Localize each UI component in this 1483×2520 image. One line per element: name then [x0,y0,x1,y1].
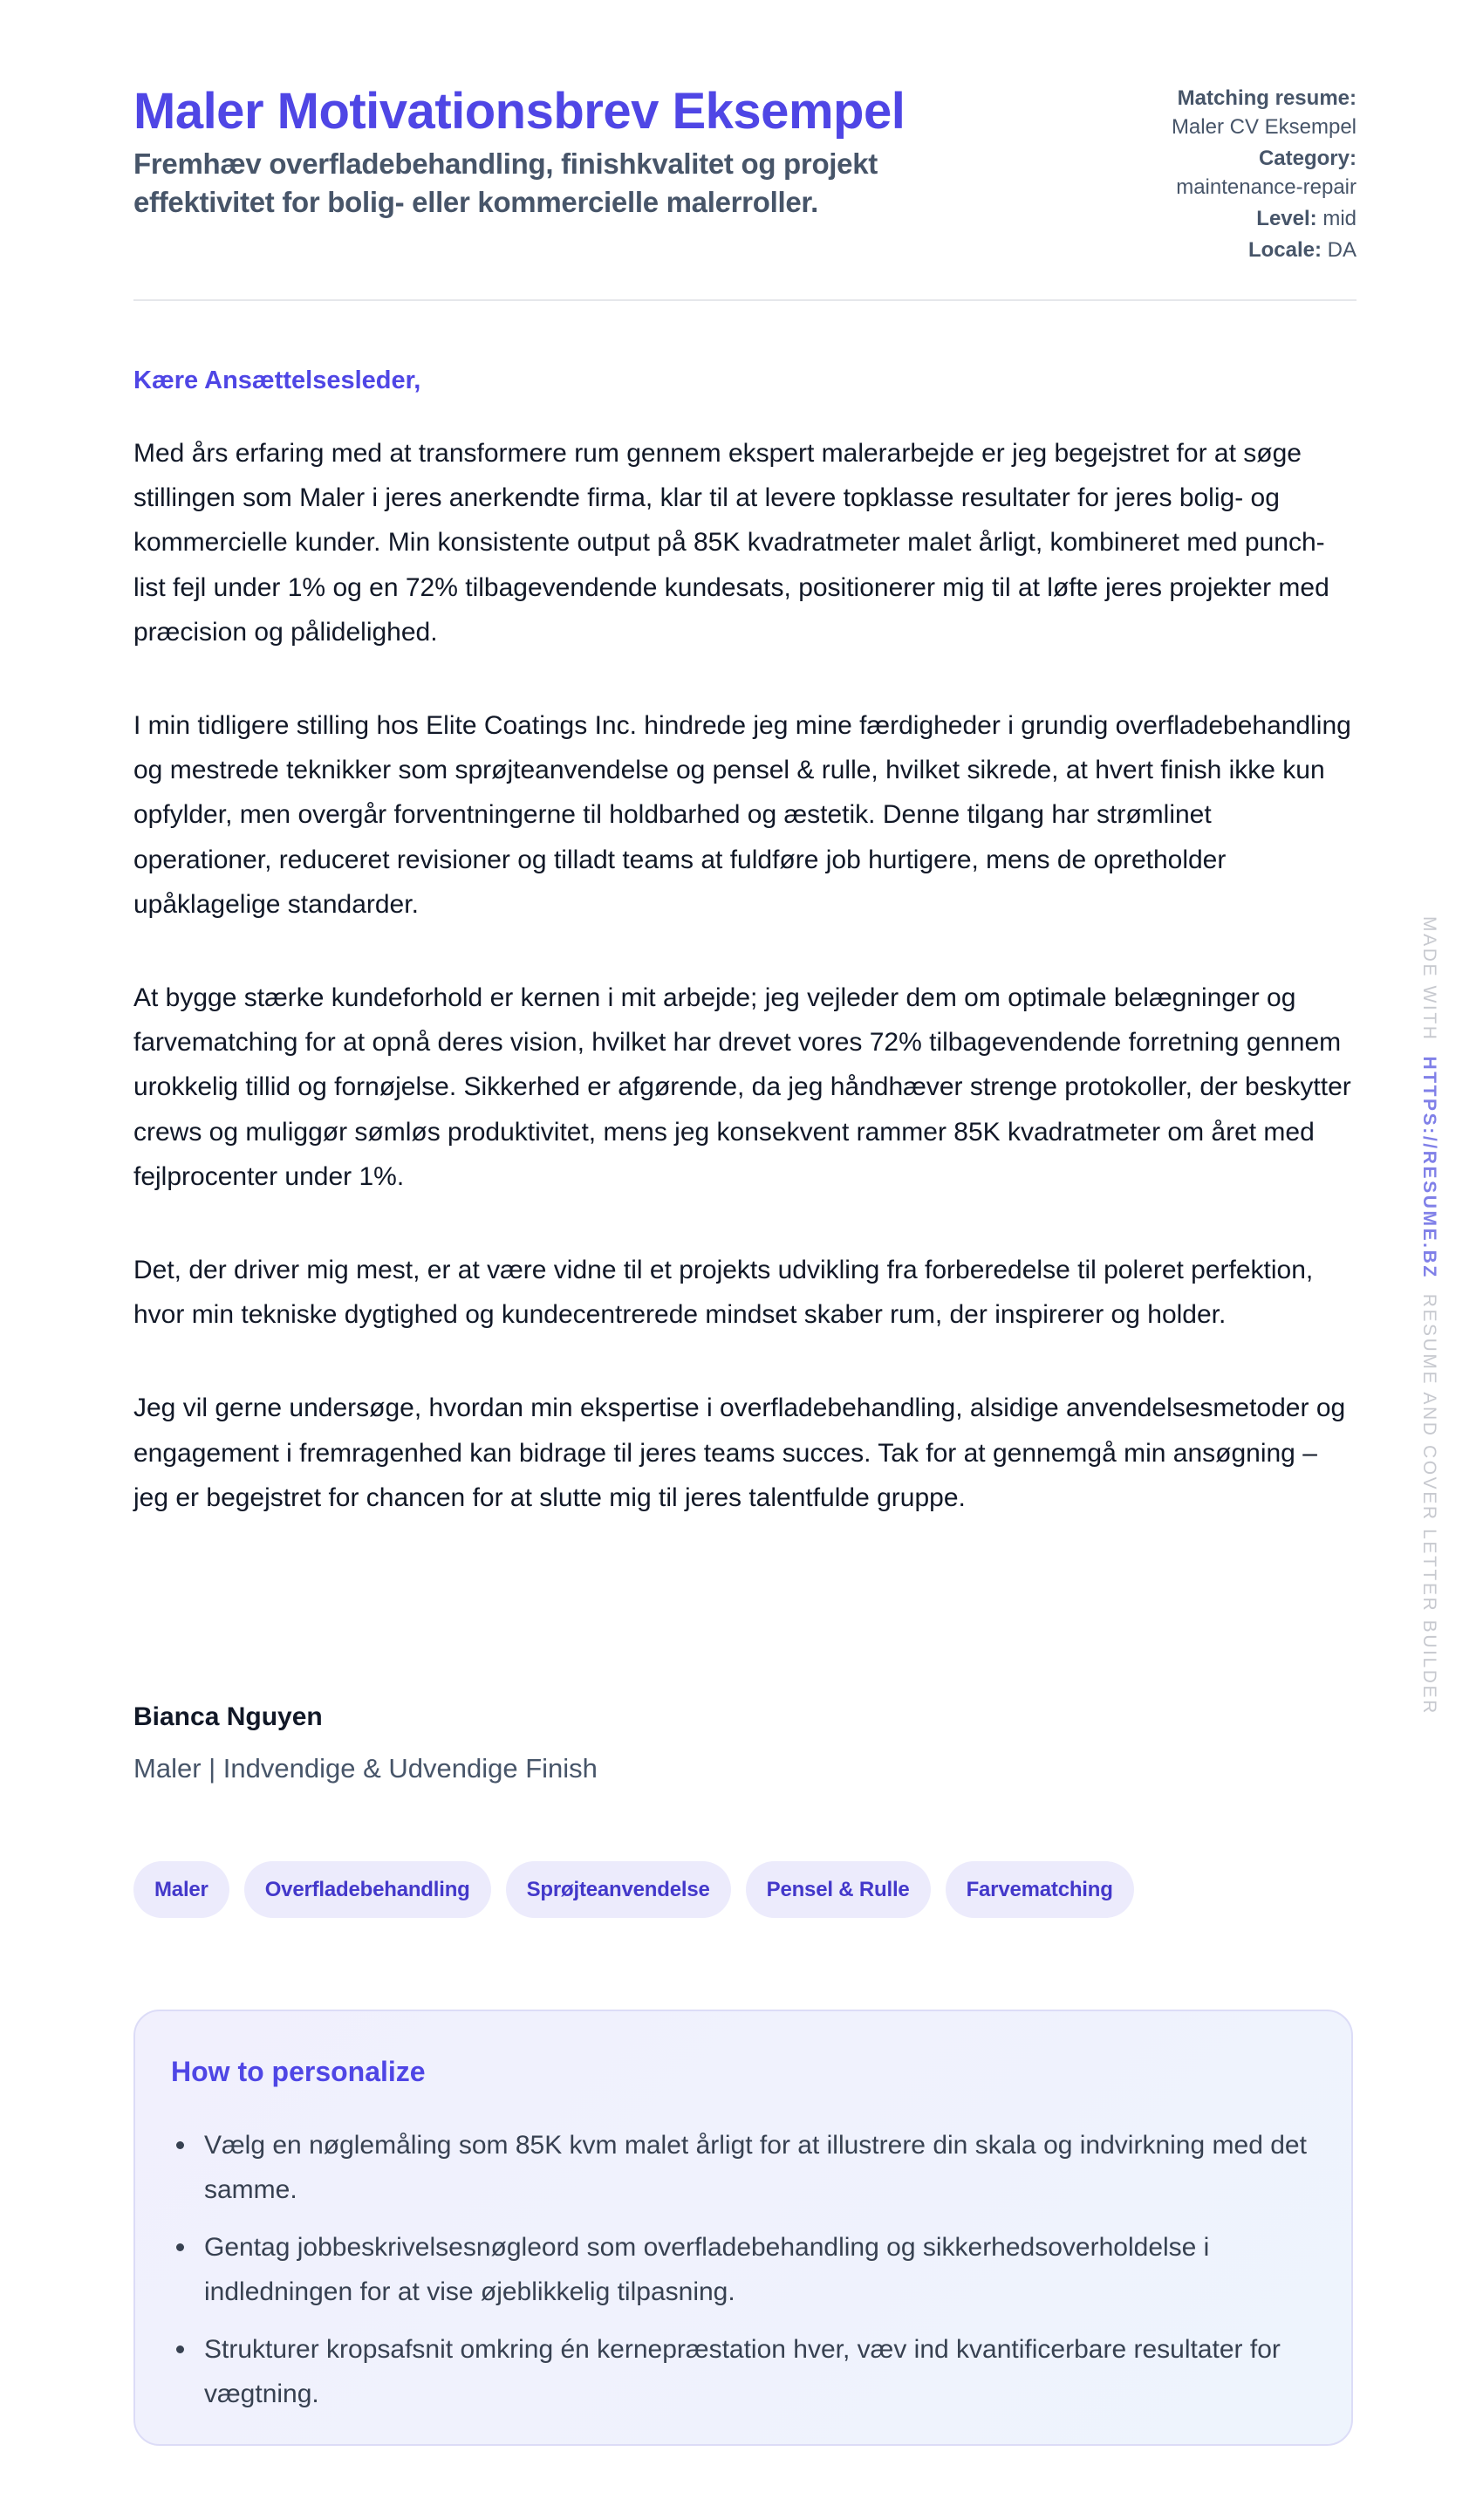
letter-body [133,431,1357,1569]
page-title: Maler Motivationsbrev Eksempel [133,83,906,140]
meta-panel [1008,84,1357,264]
watermark-suffix: RESUME AND COVER LETTER BUILDER [1419,1293,1439,1715]
letter-paragraph: Det, der driver mig mest, er at være vidne til et projekts udvikling fra forberedelse til poleret perfektion, hvor min tekniske dygtighed og kundecentrerede mindset skaber rum, der inspirerer og holder. [133,1256,1314,1330]
tag-sprojteanvendelse[interactable]: Sprøjteanvendelse [506,1861,731,1918]
watermark-link[interactable]: HTTPS://RESUME.BZ [1419,1056,1439,1279]
letter-paragraph: Jeg vil gerne undersøge, hvordan min ekspertise i overfladebehandling, alsidige anvendelsesmetoder og engagement i fremragenhed kan bidrage til jeres teams succes. Tak for at gennemgå min ansøgning – jeg er begejstret for chancen for at slutte mig til jeres talentfulde gruppe. [133,1394,1346,1512]
tag-overfladebehandling[interactable]: Overfladebehandling [244,1861,491,1918]
tips-list [171,2123,1314,2429]
tip-item [171,2225,1314,2314]
meta-locale-value: DA [1327,238,1357,262]
tip-text: Vælg en nøglemåling som 85K kvm malet årligt for at illustrere din skala og indvirkning med det samme. [204,2131,1307,2204]
bullet-icon [176,2243,184,2251]
tag-maler[interactable]: Maler [133,1861,229,1918]
tip-item [171,2123,1314,2212]
meta-level-value: mid [1322,207,1357,230]
bullet-icon [176,2141,184,2149]
signature-title: Maler | Indvendige & Udvendige Finish [133,1753,598,1784]
bullet-icon [176,2345,184,2353]
meta-matching-resume-label [1008,84,1357,113]
meta-matching-resume-value[interactable]: Maler CV Eksempel [1171,115,1357,139]
letter-paragraph: I min tidligere stilling hos Elite Coatings Inc. hindrede jeg mine færdigheder i grundig overfladebehandling og mestrede teknikker som sprøjteanvendelse og pensel & rulle, hvilket sikrede, at hvert finish ikke kun opfylder, men overgår forventningerne til holdbarhed og æstetik. Denne tilgang har strømlinet operationer, reduceret revisioner og tilladt teams at fuldføre job hurtigere, mens de opretholder upåklagelige standarder. [133,711,1351,919]
meta-label: Locale: [1247,238,1322,262]
header-divider [133,299,1357,301]
watermark-prefix: MADE WITH [1419,916,1439,1042]
meta-label: Level: [1256,207,1317,230]
meta-label: Matching resume: [1177,86,1357,110]
tip-item [171,2327,1314,2416]
vertical-watermark [1417,916,1443,1715]
letter-paragraph: At bygge stærke kundeforhold er kernen i mit arbejde; jeg vejleder dem om optimale belægninger og farvematching for at opnå deres vision, hvilket har drevet vores 72% tilbagevendende forretning gennem urokkelig tillid og fornøjelse. Sikkerhed er afgørende, da jeg håndhæver strenge protokoller, der beskytter crews og muliggør sømløs produktivitet, mens jeg konsekvent rammer 85K kvadratmeter om året med fejlprocenter under 1%. [133,983,1351,1191]
meta-level [1008,204,1357,233]
meta-category-label [1008,144,1357,173]
page-header [133,80,1357,298]
tag-pensel-rulle[interactable]: Pensel & Rulle [746,1861,931,1918]
meta-label: Category: [1258,147,1357,170]
signature-name: Bianca Nguyen [133,1702,323,1731]
salutation: Kære Ansættelsesleder, [133,366,421,394]
tips-title: How to personalize [171,2056,426,2087]
letter-paragraph: Med års erfaring med at transformere rum gennem ekspert malerarbejde er jeg begejstret for at søge stillingen som Maler i jeres anerkendte firma, klar til at levere topklasse resultater for jeres bolig- og kommercielle kunder. Min konsistente output på 85K kvadratmeter malet årligt, kombineret med punch-list fejl under 1% og en 72% tilbagevendende kundesats, positionerer mig til at løfte jeres projekter med præcision og pålidelighed. [133,439,1329,647]
tip-text: Strukturer kropsafsnit omkring én kernepræstation hver, væv ind kvantificerbare resultater for vægtning. [204,2335,1281,2408]
tag-farvematching[interactable]: Farvematching [946,1861,1134,1918]
tag-list [133,1861,1134,1918]
meta-locale [1008,236,1357,264]
personalize-tips-box [133,2010,1353,2446]
page-subtitle: Fremhæv overfladebehandling, finishkvalitet og projekt effektivitet for bolig- eller kommercielle malerroller. [133,147,878,218]
meta-category-value: maintenance-repair [1176,175,1357,199]
tip-text: Gentag jobbeskrivelsesnøgleord som overfladebehandling og sikkerhedsoverholdelse i indledningen for at vise øjeblikkelig tilpasning. [204,2233,1210,2306]
